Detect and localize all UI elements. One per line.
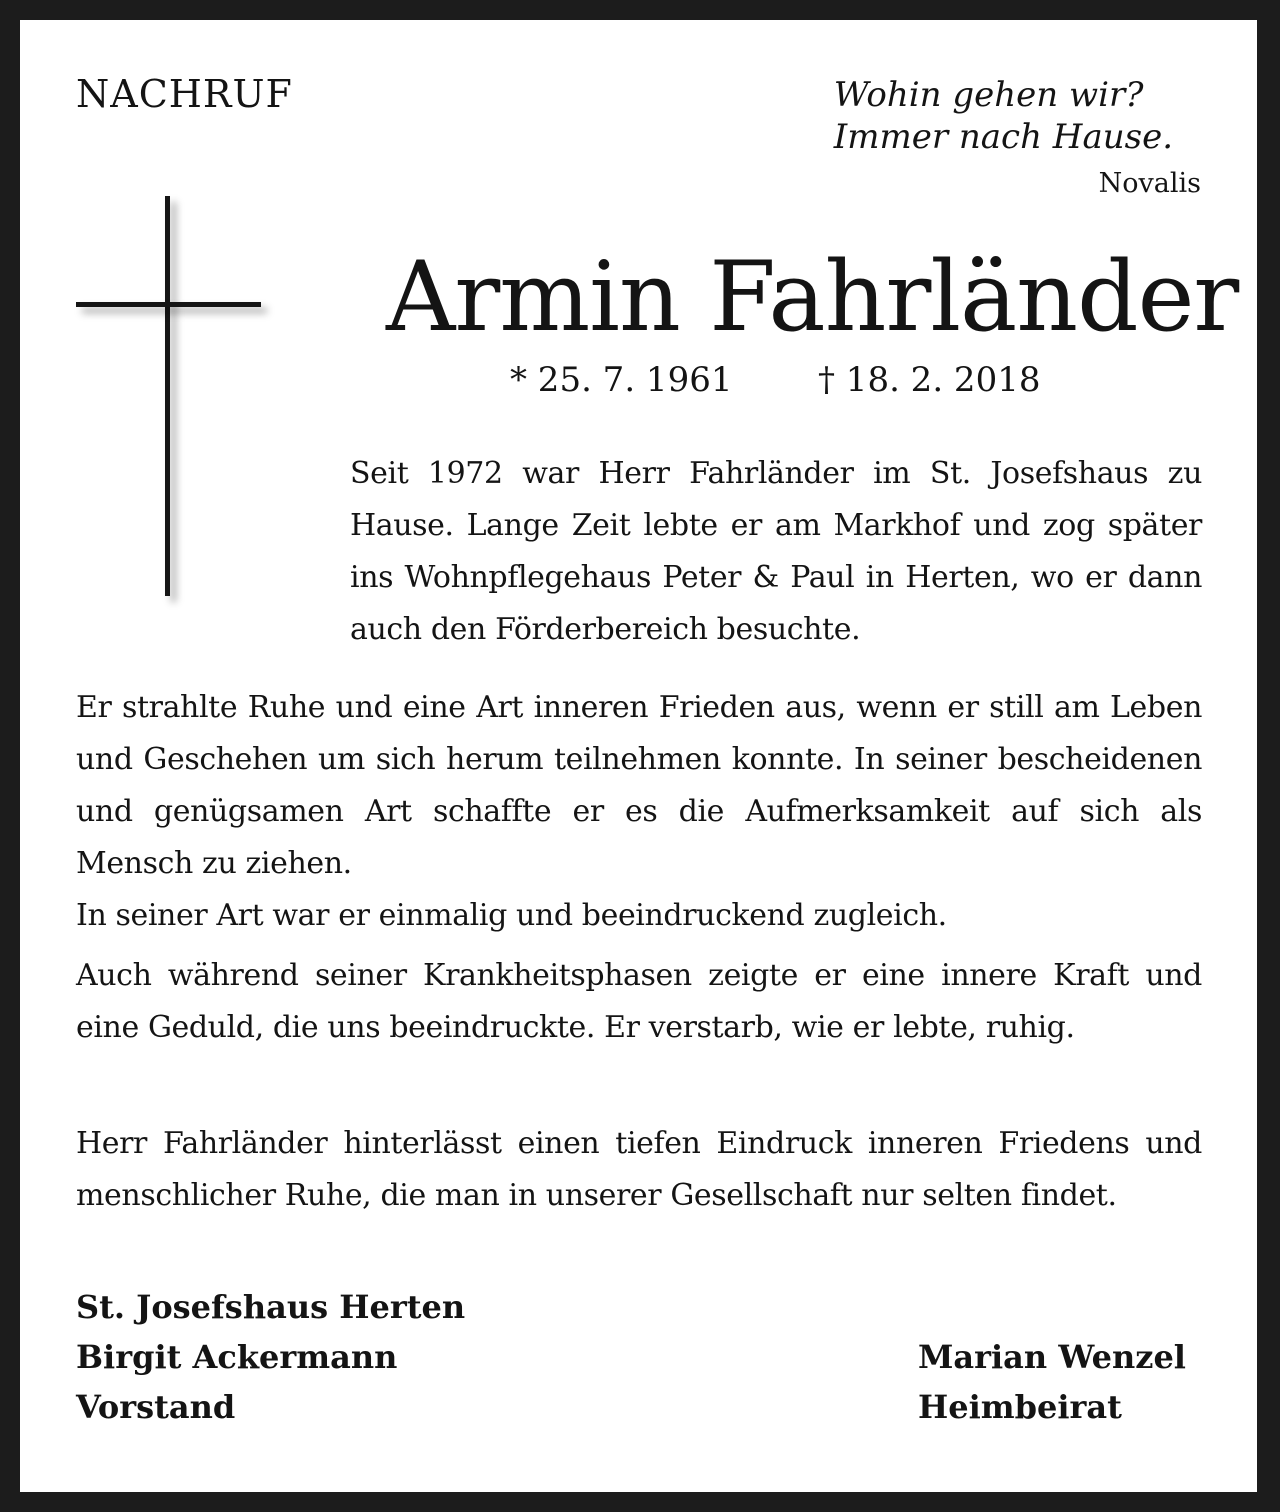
cross-horizontal-bar <box>76 302 261 307</box>
signature-left-name: Birgit Ackermann <box>76 1338 398 1376</box>
obituary-notice <box>20 20 1257 1492</box>
paragraph-biography: Seit 1972 war Herr Fahrländer im St. Josefshaus zu Hause. Lange Zeit lebte er am Markhof und zog später ins Wohnpflegehaus Peter & Paul in Herten, wo er dann auch den Förderbereich besuchte. <box>350 456 1202 647</box>
paragraph-text: In seiner Art war er einmalig und beeindruckend zugleich. <box>76 898 947 933</box>
signature-right-name: Marian Wenzel <box>918 1338 1186 1376</box>
cross-vertical-bar <box>165 196 170 596</box>
signature-right-role: Heimbeirat <box>918 1388 1122 1426</box>
paragraph-illness: Auch während seiner Krankheitsphasen zeigte er eine innere Kraft und eine Geduld, die uns beeindruckte. Er verstarb, wie er lebte, ruhig. <box>76 958 1202 1045</box>
paragraph-legacy: Herr Fahrländer hinterlässt einen tiefen Eindruck inneren Friedens und menschlicher Ruhe, die man in unserer Gesellschaft nur selten findet. <box>76 1126 1202 1213</box>
deceased-name: Armin Fahrländer <box>386 241 1239 353</box>
paragraph-character <box>76 682 1202 942</box>
birth-date: * 25. 7. 1961 <box>510 360 733 400</box>
paragraph-text: Er strahlte Ruhe und eine Art inneren Frieden aus, wenn er still am Leben und Geschehen um sich herum teilnehmen konnte. In seiner bescheidenen und genügsamen Art schaffte er es die Aufmerksamkeit auf sich als Mensch zu ziehen. <box>76 690 1202 881</box>
death-date: † 18. 2. 2018 <box>818 360 1041 400</box>
notice-label: NACHRUF <box>76 72 293 116</box>
epigraph-quote <box>834 74 1173 158</box>
quote-line: Immer nach Hause. <box>833 117 1173 157</box>
signature-organization: St. Josefshaus Herten <box>76 1288 466 1326</box>
signature-left-role: Vorstand <box>76 1388 236 1426</box>
quote-line: Wohin gehen wir? <box>833 75 1144 115</box>
quote-author: Novalis <box>1098 168 1201 199</box>
